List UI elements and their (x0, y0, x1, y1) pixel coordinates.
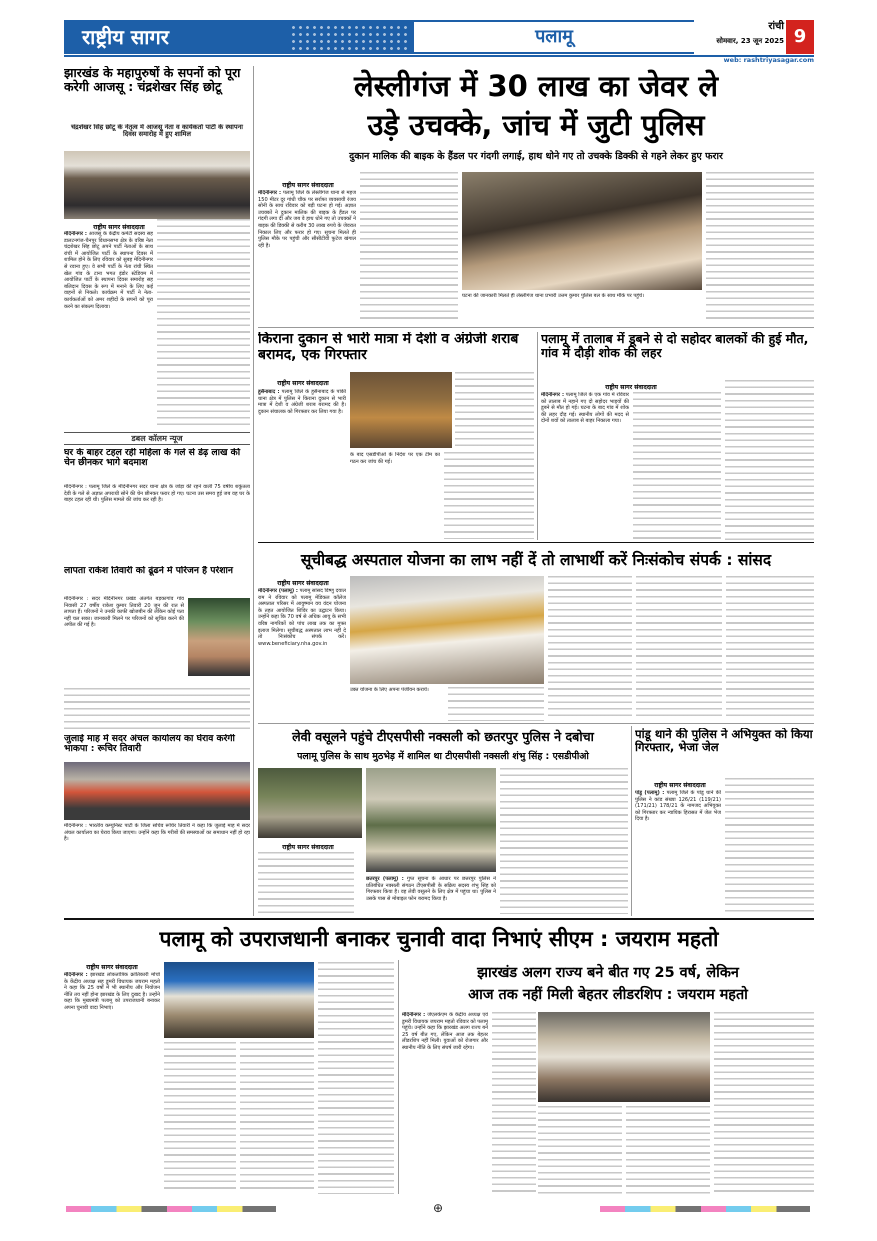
double-column-label: डबल कॉलम न्यूज (131, 434, 183, 443)
pandu-byline: राष्ट्रीय सागर संवाददाता (654, 782, 706, 789)
lead-byline: राष्ट्रीय सागर संवाददाता (282, 182, 334, 189)
story1-text-col2 (157, 219, 250, 429)
naxal-text-col3 (500, 768, 628, 914)
story1-photo (64, 151, 250, 219)
story1-text (64, 231, 153, 429)
liquor-photo (350, 372, 452, 448)
lead-subhead: दुकान मालिक की बाइक के हैंडल पर गंदगी लगाई, हाथ धोने गए तो उचक्के डिक्की से गहने लेकर हुए फरार (349, 151, 723, 162)
naxal-text (258, 852, 354, 914)
state-dateline: मेदिनीनगर : (402, 1012, 426, 1018)
lead-body: पलामू जिले के लेस्लीगंज थाना से महज 150 मीटर दूर गांधी चौक पर सर्राफा व्यवसायी रंजय सोनी के साथ रविवार को बड़ी घटना हो गई। अज्ञात उचक्कों ने दुकान मालिक की बाइक के हैंडल पर गंदगी लगा दी और जब वे हाथ धोने गए तो उचक्कों ने बाइक की डिक्की से करीब 30 लाख रुपये के जेवरात निकाल लिए और फरार हो गए। सूचना मिलते ही पुलिस मौके पर पहुंची और सीसीटीवी फुटेज खंगाल रही है। (258, 190, 356, 249)
brief3-text: मेदिनीनगर : भारतीय कम्युनिस्ट पार्टी के जिला सचिव रूचिर तिवारी ने कहा कि जुलाई माह में सदर अंचल कार्यालय का घेराव किया जाएगा। उन्होंने कहा कि गरीबों की समस्याओं का समाधान नहीं हो रहा है। (64, 823, 250, 843)
masthead-date: सोमवार, 23 जून 2025 (716, 37, 784, 45)
lead-text (258, 190, 356, 324)
brief2-text: मेदिनीनगर : सदर मेदिनीनगर प्रखंड अंतर्गत बड़कागांव गांव निवासी 27 वर्षीय राकेश कुमार तिवारी 20 जून की रात से लापता हैं। परिजनों ने उनकी काफी खोजबीन की लेकिन कोई पता नहीं चल सका। जानकारी मिलने पर परिजनों को सूचित करने की अपील की गई है। (64, 596, 184, 629)
liquor-divider (537, 332, 538, 540)
brief1-text: मेदिनीनगर : पलामू जिले के मेदिनीनगर सदर थाना क्षेत्र के जोड़ा की रहने वाली 75 वर्षीय शकुंतला देवी के गले से अज्ञात अपराधी सोने की चेन छीनकर फरार हो गए। घटना उस समय हुई जब वह घर के बाहर टहल रही थी। पुलिस मामले की जांच कर रही है। (64, 484, 250, 504)
drown-text-col2 (633, 392, 721, 540)
brief1-headline: घर के बाहर टहल रही महिला के गले से डेढ़ लाख की चेन छीनकर भागे बदमाश (64, 448, 241, 469)
hospital-text (258, 588, 346, 720)
liquor-byline: राष्ट्रीय सागर संवाददाता (277, 380, 329, 387)
lead-text-col4 (706, 172, 814, 324)
brief2-body-continuation (64, 688, 250, 730)
pandu-headline: पांडू थाने की पुलिस ने अभियुक्त को किया गिरफ्तार, भेजा जेल (635, 728, 813, 754)
drown-headline: पलामू में तालाब में डूबने से दो सहोदर बालकों की हुई मौत, गांव में दौड़ी शोक की लहर (541, 332, 809, 360)
naxal-text-col2 (366, 876, 496, 914)
lead-photo (462, 172, 702, 290)
story1-body: आजसू के केंद्रीय कमेटी सदस्य सह डालटनगंज-चैनपुर विधानसभा क्षेत्र के वरिष्ठ नेता चंद्रशेखर सिंह छोटू अपने पार्टी नेताओं के साथ रांची में आयोजित पार्टी के स्थापना दिवस में शामिल होने के लिए रविवार को सुबह मेदिनीनगर से रवाना हुए। वे सभी पार्टी के नेता रांची स्थित खेल गांव के टाना भगत इंडोर स्टेडियम में आयोजित पार्टी के स्थापना दिवस समारोह सह बलिदान दिवस के रूप में मनाने के लिए कई वाहनों से निकले। कार्यक्रम में पार्टी ने नेता-कार्यकर्ताओं को अमर शहीदों के सपनों को पूरा करने का संकल्प दिलाया। (64, 231, 153, 310)
hospital-body-col6 (726, 576, 814, 721)
drown-byline: राष्ट्रीय सागर संवाददाता (605, 384, 657, 391)
page-number: 9 (793, 26, 807, 47)
pandu-body: पलामू जिले के पांडू थाने की पुलिस ने कांड संख्या 126/21 (119/21) (171/21) 178/21 के नामजद अभियुक्त को गिरफ्तार कर न्यायिक हिरासत में जेल भेज दिया है। (635, 790, 721, 823)
hospital-bottom-rule (258, 723, 814, 724)
hospital-text-col6 (726, 576, 814, 721)
left-column-divider (253, 66, 254, 916)
hospital-body: पलामू सांसद विष्णु दयाल राम ने रविवार को पलामू मेडिकल कॉलेज अस्पताल परिसर में आयुष्मान वय वंदन योजना के तहत आयोजित शिविर का उद्घाटन किया। उन्होंने कहा कि 70 वर्ष से अधिक आयु के सभी वरिष्ठ नागरिकों को पांच लाख तक का मुफ्त इलाज मिलेगा। सूचीबद्ध अस्पताल लाभ नहीं दे तो निःसंकोच संपर्क करें। www.beneficiary.nha.gov.in (258, 588, 346, 647)
story1-subhead: चंद्रशेखर सिंह छोटू के नेतृत्व में आजसू नेता व कार्यकर्ता पार्टी के स्थापना दिवस समारोह में हुए शामिल (71, 124, 243, 139)
pandu-text (635, 790, 721, 914)
cm-body-col2 (164, 1042, 236, 1194)
footer-center-mark: ⊕ (432, 1201, 444, 1215)
liquor-text-col3 (444, 452, 534, 539)
masthead-paper-name: राष्ट्रीय सागर (82, 25, 169, 49)
pandu-dateline: पांडू (पलामू) : (635, 790, 665, 796)
state-text-col5 (714, 1012, 814, 1194)
drown-body: पलामू जिले के एक गांव में रविवार को तालाब में नहाने गए दो सहोदर भाइयों की डूबने से मौत हो गई। घटना के बाद गांव में शोक की लहर दौड़ गई। स्थानीय लोगों की मदद से दोनों शवों को तालाब से बाहर निकाला गया। (541, 392, 629, 425)
bottom-divider (398, 960, 399, 1194)
state-text (402, 1012, 488, 1194)
state-headline-line2: आज तक नहीं मिली बेहतर लीडरशिप : जयराम महतो (468, 987, 748, 1003)
state-text-col3 (538, 1106, 622, 1194)
state-text-col2 (492, 1012, 536, 1194)
pandu-body-col2 (725, 778, 814, 914)
liquor-body-right (455, 372, 534, 448)
naxal-body: गुप्त सूचना के आधार पर छतरपुर पुलिस ने प्रतिबंधित नक्सली संगठन टीएसपीसी के सक्रिय सदस्य शंभु सिंह को गिरफ्तार किया है। वह लेवी वसूलने के लिए क्षेत्र में पहुंचा था। पुलिस ने उसके पास से मोबाइल फोन बरामद किया है। (366, 876, 496, 902)
cm-headline: पलामू को उपराजधानी बनाकर चुनावी वादा निभाएं सीएम : जयराम महतो (159, 927, 719, 951)
lead-photo-caption: घटना की जानकारी मिलते ही लेस्लीगंज थाना प्रभारी उत्तम कुमार पुलिस बल के साथ मौके पर पहुंचे। (462, 293, 645, 299)
lead-headline-line1: लेस्लीगंज में 30 लाख का जेवर ले (353, 69, 719, 103)
footer-color-strip-left (66, 1206, 276, 1212)
drown-body-col3 (725, 380, 814, 540)
naxal-subhead: पलामू पुलिस के साथ मुठभेड़ में शामिल था टीएसपीसी नक्सली शंभु सिंह : एसडीपीओ (297, 751, 589, 762)
bottom-section-rule (64, 918, 814, 920)
naxal-photo-left (258, 768, 362, 838)
naxal-byline: राष्ट्रीय सागर संवाददाता (282, 844, 334, 851)
cm-byline: राष्ट्रीय सागर संवाददाता (86, 964, 138, 971)
hospital-byline: राष्ट्रीय सागर संवाददाता (277, 580, 329, 587)
cm-text (64, 972, 160, 1194)
cm-photo (164, 962, 314, 1038)
liquor-photo-caption: के बाद एसडीपीओ के निर्देश पर एक टीम का गठन कर जांच की गई। (350, 452, 440, 465)
story1-dateline: मेदिनीनगर : (64, 231, 87, 237)
cm-body-col3 (240, 1042, 314, 1194)
cm-text-col3 (240, 1042, 314, 1194)
state-body-col2 (492, 1012, 536, 1194)
naxal-dateline: छतरपुर (पलामू) : (366, 876, 404, 882)
brief2-text-more (64, 688, 250, 730)
hospital-headline: सूचीबद्ध अस्पताल योजना का लाभ नहीं दें तो लाभार्थी करें निःसंकोच संपर्क : सांसद (300, 551, 772, 569)
hospital-photo (350, 576, 544, 684)
state-body: जेएलकेएम के केंद्रीय अध्यक्ष एवं डुमरी विधायक जयराम महतो रविवार को पलामू पहुंचे। उन्होंने कहा कि झारखंड अलग राज्य बने 25 वर्ष बीत गए, लेकिन आज तक बेहतर लीडरशिप नहीं मिली। युवाओं को रोजगार और स्थानीय नीति के लिए संघर्ष जारी रहेगा। (402, 1012, 488, 1051)
hospital-top-rule (258, 542, 814, 543)
liquor-dateline: हुसैनाबाद : (258, 389, 280, 395)
pandu-text-col2 (725, 778, 814, 914)
hospital-text-col3 (448, 687, 544, 721)
masthead-dot-pattern (290, 24, 410, 50)
hospital-text-col5 (636, 576, 722, 721)
hospital-body-col4 (548, 576, 632, 721)
state-body-col5 (714, 1012, 814, 1194)
naxal-photo-center (366, 768, 496, 872)
drown-dateline: मेदिनीनगर : (541, 392, 564, 398)
state-body-col3 (538, 1106, 622, 1194)
masthead-web: web: rashtriyasagar.com (723, 56, 814, 64)
lead-body-col2 (360, 172, 458, 324)
lead-text-col2 (360, 172, 458, 324)
lead-dateline: मेदिनीनगर : (258, 190, 282, 196)
hospital-body-col3 (448, 687, 544, 721)
liquor-text (258, 389, 346, 539)
liquor-body-col3 (444, 452, 534, 539)
lead-headline-line2: उड़े उचक्के, जांच में जुटी पुलिस (367, 108, 705, 142)
lead-body-col4 (706, 172, 814, 324)
masthead (64, 20, 814, 64)
hospital-body-col5 (636, 576, 722, 721)
state-body-col4 (626, 1106, 710, 1194)
masthead-city: रांची (768, 21, 784, 32)
drown-text-col3 (725, 380, 814, 540)
cm-body: झारखंड लोकतांत्रिक क्रांतिकारी मोर्चा के केंद्रीय अध्यक्ष सह डुमरी विधायक जयराम महतो ने कहा कि 25 वर्षों में भी स्थानीय और नियोजन नीति तय नहीं होना झारखंड के लिए दुखद है। उन्होंने कहा कि मुख्यमंत्री पलामू को उपराजधानी बनाकर अपना चुनावी वादा निभाएं। (64, 972, 160, 1011)
naxal-body-col1 (258, 852, 354, 914)
brief2-headline: लापता राकेश तिवारी को ढूंढने में परिजन हैं परेशान (64, 566, 233, 576)
cm-text-col2 (164, 1042, 236, 1194)
story1-byline: राष्ट्रीय सागर संवाददाता (93, 224, 145, 231)
liquor-headline: किराना दुकान से भारी मात्रा में देशी व अंग्रेजी शराब बरामद, एक गिरफ्तार (258, 332, 519, 363)
cm-text-col4 (318, 962, 394, 1194)
state-headline-line1: झारखंड अलग राज्य बने बीत गए 25 वर्ष, लेकिन (477, 965, 739, 981)
drown-text (541, 392, 629, 540)
naxal-body-col3 (500, 768, 628, 914)
liquor-body: पलामू जिले के हुसैनाबाद के पांकी थाना क्षेत्र में पुलिस ने किराना दुकान से भारी मात्रा में देशी व अंग्रेजी शराब बरामद की है। दुकान संचालक को गिरफ्तार कर लिया गया है। (258, 389, 346, 415)
drown-body-col2 (633, 392, 721, 540)
story1-headline: झारखंड के महापुरुषों के सपनों को पूरा करेगी आजसू : चंद्रशेखर सिंह छोटू (64, 66, 241, 94)
masthead-section-title: पलामू (535, 26, 573, 47)
hospital-photo-caption: उक्त योजना के लिए अपना पंजीयन करायें। (350, 687, 429, 693)
brief2-photo (188, 598, 250, 676)
naxal-headline: लेवी वसूलने पहुंचे टीएसपीसी नक्सली को छतरपुर पुलिस ने दबोचा (292, 729, 594, 744)
hospital-text-col4 (548, 576, 632, 721)
footer-color-strip-right (600, 1206, 810, 1212)
cm-dateline: मेदिनीनगर : (64, 972, 88, 978)
cm-body-col4 (318, 962, 394, 1194)
brief3-headline: जुलाई माह में सदर अंचल कार्यालय का घेराव करेगी भाकपा : रूचिर तिवारी (64, 734, 235, 755)
naxal-divider (631, 726, 632, 916)
hospital-dateline: मेदिनीनगर (पलामू) : (258, 588, 298, 594)
story1-body-continuation (157, 219, 250, 429)
liquor-text-right (455, 372, 534, 448)
brief3-photo (64, 762, 250, 820)
lead-bottom-rule (258, 327, 814, 328)
state-text-col4 (626, 1106, 710, 1194)
state-photo (538, 1012, 710, 1102)
